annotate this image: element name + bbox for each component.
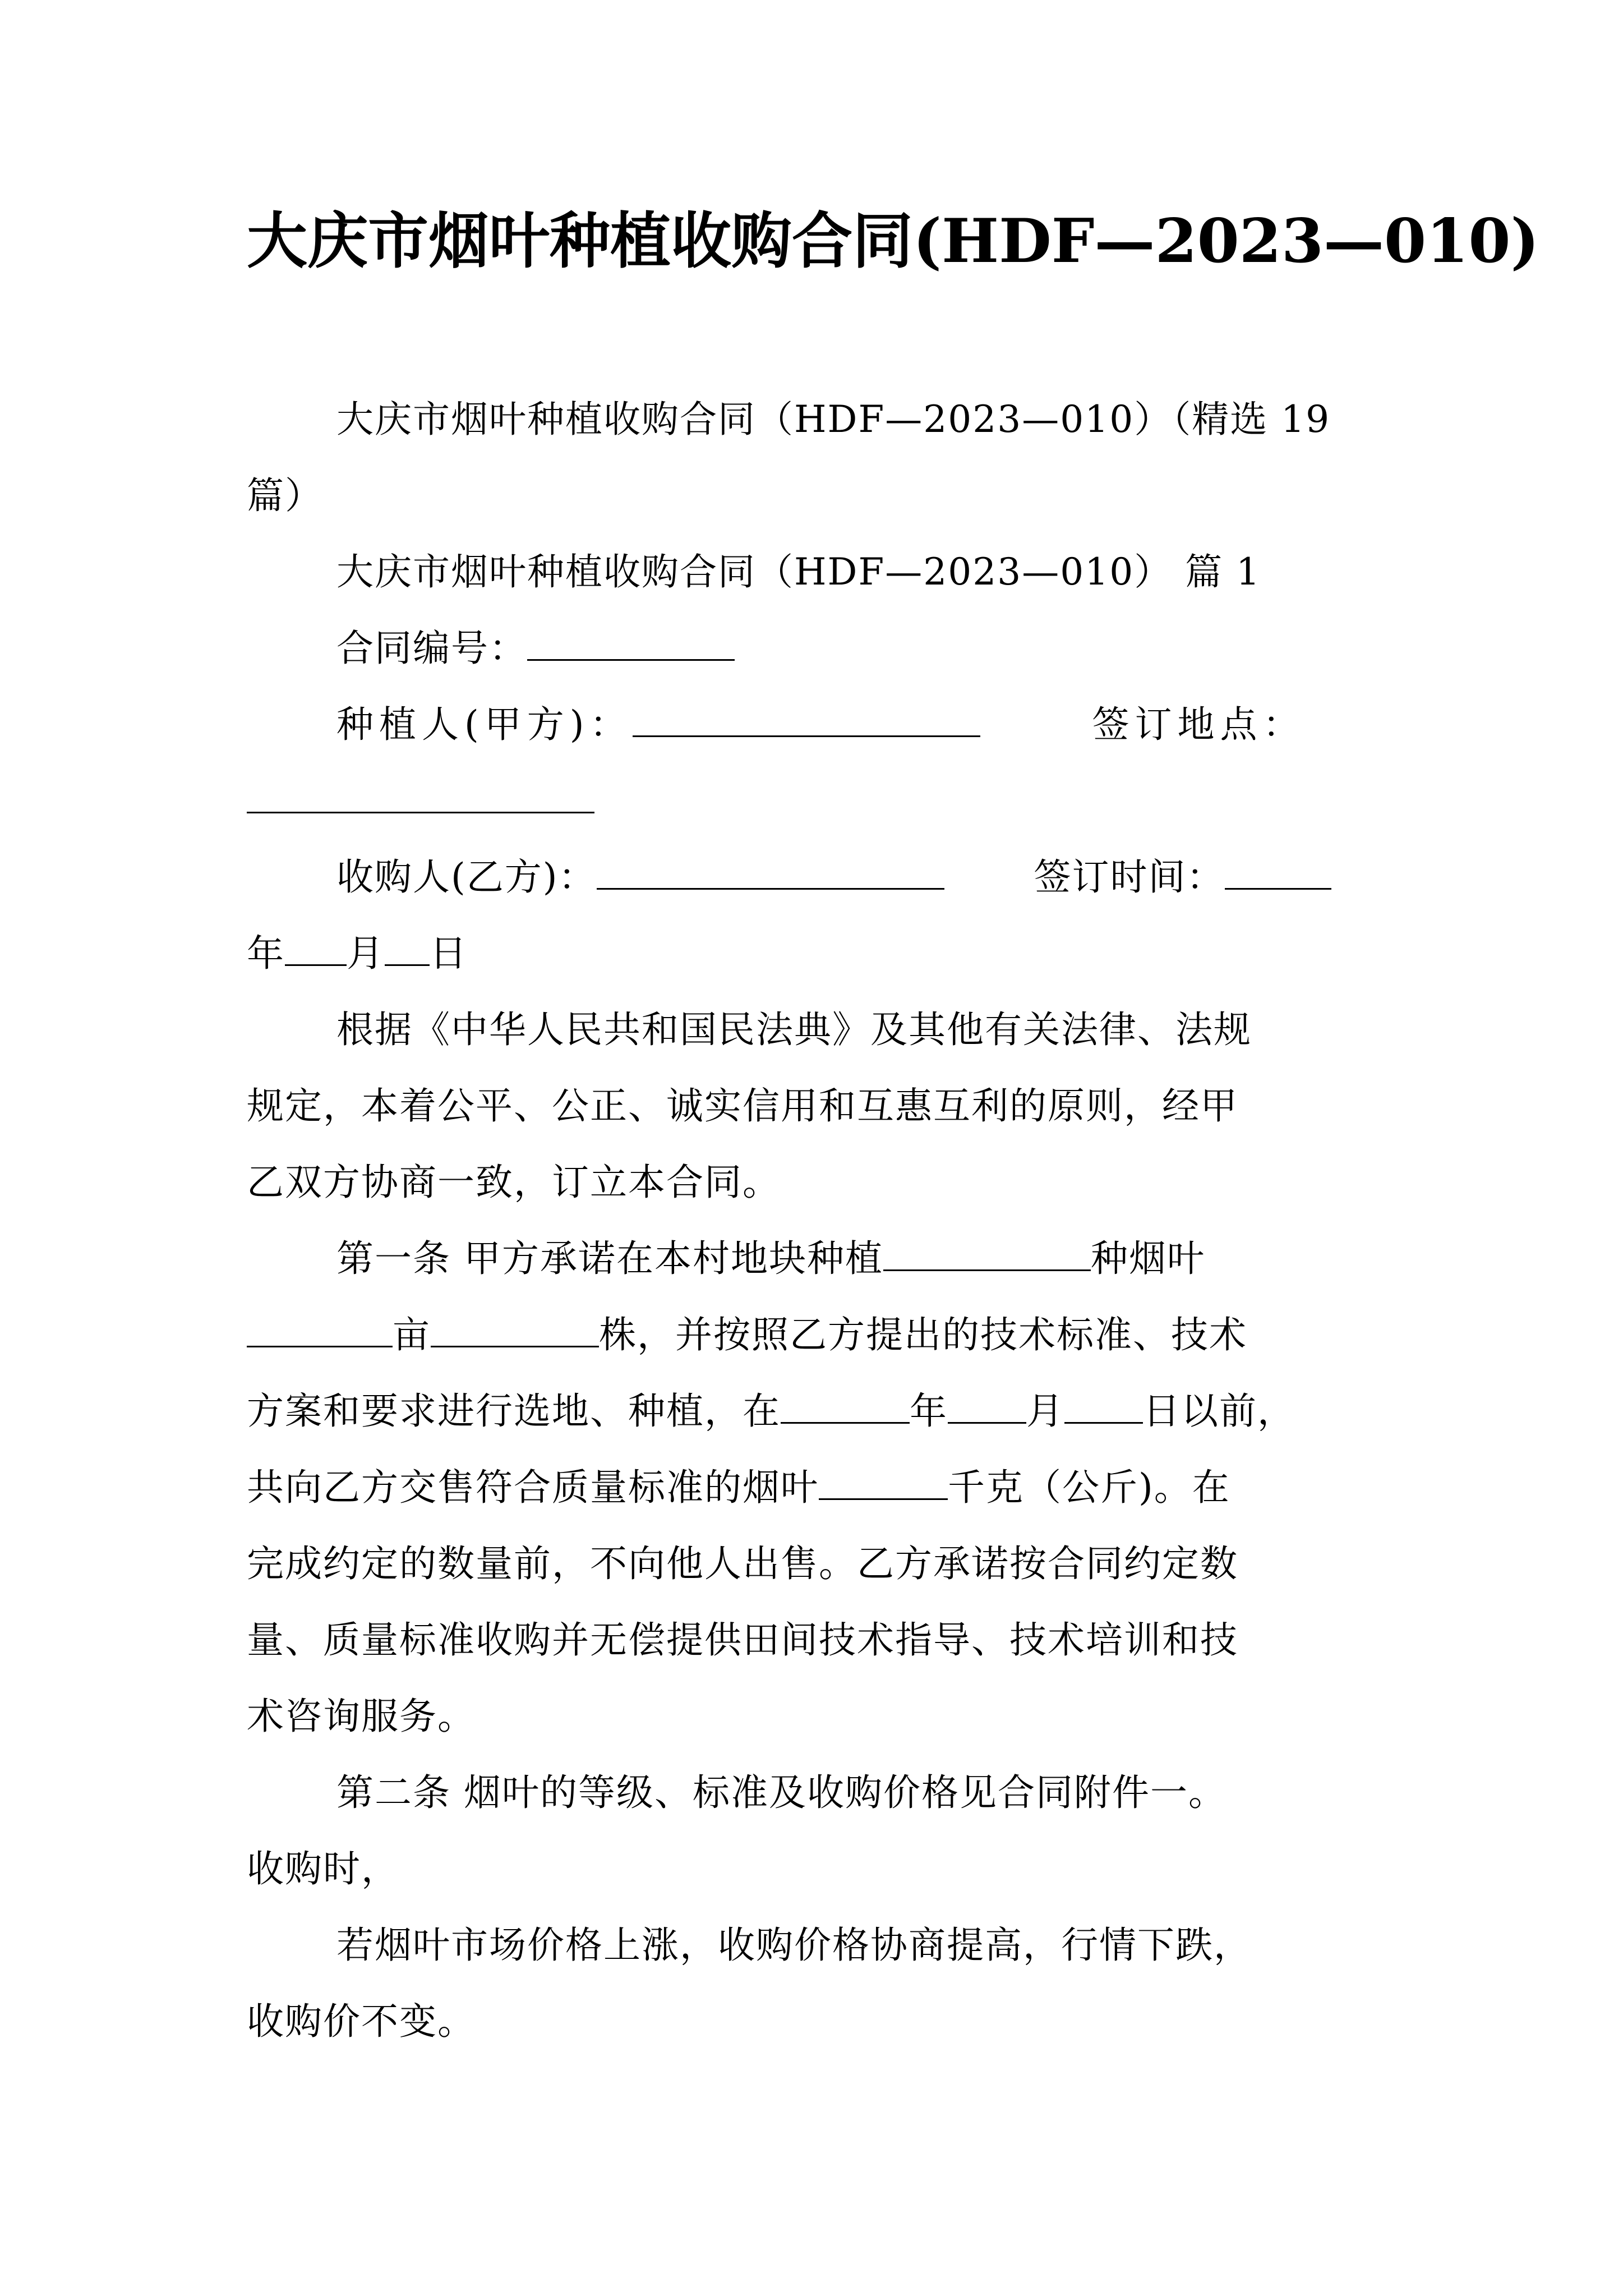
article1-text: 日以前， bbox=[1143, 1389, 1295, 1433]
sign-time-blank[interactable] bbox=[1225, 853, 1331, 890]
date-month-blank[interactable] bbox=[285, 930, 347, 966]
article1-text: 亩 bbox=[393, 1313, 431, 1356]
buyer-label: 收购人(乙方)： bbox=[336, 855, 597, 899]
article1-text: 千克（公斤)。在 bbox=[948, 1466, 1230, 1509]
document-body bbox=[247, 381, 1391, 2060]
section-heading: 大庆市烟叶种植收购合同（HDF—2023—010） 篇 1 bbox=[336, 550, 1261, 593]
quantity-blank[interactable] bbox=[819, 1464, 948, 1500]
price-clause-line: 收购价不变。 bbox=[247, 2000, 476, 2043]
contract-number-blank[interactable] bbox=[527, 624, 735, 661]
article1-line bbox=[247, 1221, 1391, 1297]
article1-text: 种烟叶 bbox=[1090, 1237, 1205, 1280]
article2-line: 第二条 烟叶的等级、标准及收购价格见合同附件一。 bbox=[336, 1771, 1227, 1814]
article1-line: 完成约定的数量前，不向他人出售。乙方承诺按合同约定数 bbox=[247, 1542, 1238, 1585]
article1-text: 第一条 甲方承诺在本村地块种植 bbox=[336, 1237, 883, 1280]
preamble-line: 乙双方协商一致，订立本合同。 bbox=[247, 1161, 781, 1204]
buyer-blank[interactable] bbox=[597, 853, 944, 890]
price-clause-line: 若烟叶市场价格上涨，收购价格协商提高，行情下跌， bbox=[336, 1924, 1252, 1967]
article1-line: 术咨询服务。 bbox=[247, 1695, 476, 1738]
article1-text: 月 bbox=[1026, 1389, 1064, 1433]
article1-text: 年 bbox=[910, 1389, 948, 1433]
contract-number-row bbox=[247, 610, 1391, 687]
grower-blank[interactable] bbox=[633, 701, 980, 737]
acreage-blank[interactable] bbox=[247, 1311, 393, 1347]
intro-line: 大庆市烟叶种植收购合同（HDF—2023—010）（精选 19 bbox=[336, 398, 1331, 441]
article1-line bbox=[247, 1450, 1391, 1526]
article1-text: 方案和要求进行选地、种植，在 bbox=[247, 1389, 781, 1433]
sign-place-row bbox=[247, 763, 1391, 839]
sign-time-label: 签订时间： bbox=[1034, 855, 1225, 899]
deadline-year-blank[interactable] bbox=[781, 1387, 910, 1424]
contract-number-label: 合同编号： bbox=[336, 627, 527, 670]
buyer-row bbox=[247, 839, 1391, 915]
date-year-label: 年 bbox=[247, 932, 285, 975]
article1-text: 共向乙方交售符合质量标准的烟叶 bbox=[247, 1466, 819, 1509]
date-month-label: 月 bbox=[347, 932, 385, 975]
grower-label: 种植人(甲方)： bbox=[336, 703, 633, 746]
article1-line: 量、质量标准收购并无偿提供田间技术指导、技术培训和技 bbox=[247, 1618, 1238, 1662]
deadline-day-blank[interactable] bbox=[1064, 1387, 1143, 1424]
article1-line bbox=[247, 1297, 1391, 1373]
sign-date-row bbox=[247, 915, 1391, 992]
date-day-label: 日 bbox=[430, 932, 468, 975]
tobacco-variety-blank[interactable] bbox=[883, 1235, 1091, 1271]
article1-text: 株，并按照乙方提出的技术标准、技术 bbox=[599, 1313, 1247, 1356]
sign-place-label: 签订地点： bbox=[1092, 703, 1306, 746]
sign-place-blank[interactable] bbox=[247, 777, 594, 813]
article1-line bbox=[247, 1373, 1391, 1450]
intro-line-cont: 篇） bbox=[247, 474, 323, 517]
plant-count-blank[interactable] bbox=[431, 1311, 599, 1347]
article2-line: 收购时， bbox=[247, 1847, 399, 1890]
deadline-month-blank[interactable] bbox=[948, 1387, 1026, 1424]
preamble-line: 根据《中华人民共和国民法典》及其他有关法律、法规 bbox=[336, 1008, 1252, 1051]
date-day-blank[interactable] bbox=[385, 930, 430, 966]
document-title: 大庆市烟叶种植收购合同(HDF—2023—010) bbox=[247, 206, 1539, 277]
grower-row bbox=[247, 687, 1391, 763]
preamble-line: 规定，本着公平、公正、诚实信用和互惠互利的原则，经甲 bbox=[247, 1084, 1238, 1128]
